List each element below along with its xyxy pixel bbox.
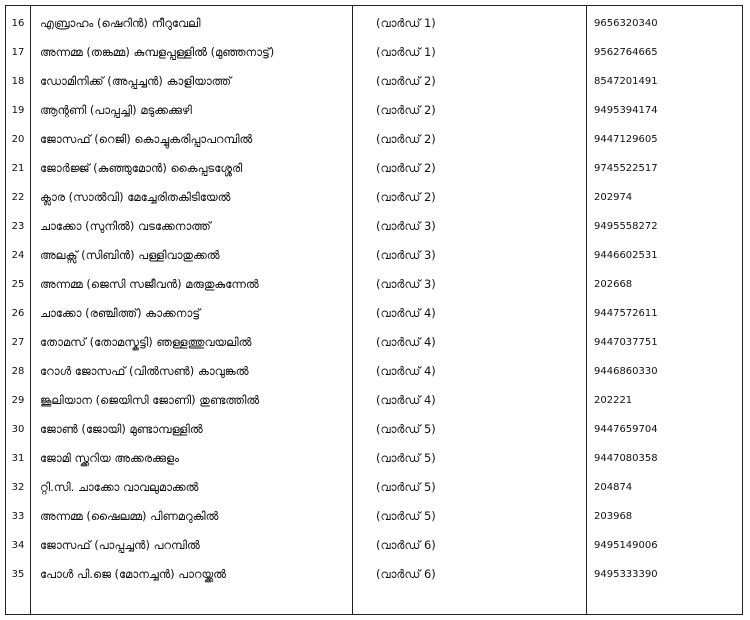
phone-number: 202974 <box>594 192 633 203</box>
ward-label: (വാർഡ് 2) <box>376 190 436 204</box>
ward-label: (വാർഡ് 4) <box>376 306 436 320</box>
table-row <box>6 96 742 125</box>
table-row <box>6 560 742 589</box>
phone-number: 9446860330 <box>594 366 658 377</box>
member-name: ജോൺ (ജോയി) മുണ്ടാമ്പള്ളിൽ <box>40 422 203 436</box>
ward-label: (വാർഡ് 4) <box>376 335 436 349</box>
member-table <box>5 5 743 615</box>
row-number: 18 <box>11 76 25 87</box>
row-number: 21 <box>11 163 25 174</box>
row-number: 22 <box>11 192 25 203</box>
table-row <box>6 415 742 444</box>
ward-label: (വാർഡ് 5) <box>376 451 436 465</box>
phone-number: 9656320340 <box>594 18 658 29</box>
member-name: ജോസഫ് (പാപ്പച്ചൻ) പറമ്പിൽ <box>40 538 200 552</box>
table-row <box>6 444 742 473</box>
ward-label: (വാർഡ് 3) <box>376 277 436 291</box>
table-row <box>6 154 742 183</box>
row-number: 17 <box>11 47 25 58</box>
row-number: 32 <box>11 482 25 493</box>
member-name: ക്ലാര (സാൽവി) മേച്ചേരിതകിടിയേൽ <box>40 190 231 204</box>
phone-number: 9562764665 <box>594 47 658 58</box>
ward-label: (വാർഡ് 4) <box>376 393 436 407</box>
phone-number: 9447129605 <box>594 134 658 145</box>
table-row <box>6 38 742 67</box>
row-number: 34 <box>11 540 25 551</box>
ward-label: (വാർഡ് 2) <box>376 132 436 146</box>
member-name: എബ്രാഹം (ഷെറിൻ) നീറുവേലി <box>40 16 201 30</box>
ward-label: (വാർഡ് 3) <box>376 219 436 233</box>
phone-number: 202668 <box>594 279 633 290</box>
phone-number: 202221 <box>594 395 633 406</box>
row-number: 30 <box>11 424 25 435</box>
row-number: 29 <box>11 395 25 406</box>
row-number: 23 <box>11 221 25 232</box>
phone-number: 9495394174 <box>594 105 658 116</box>
table-row <box>6 386 742 415</box>
phone-number: 9447572611 <box>594 308 658 319</box>
row-number: 27 <box>11 337 25 348</box>
table-row <box>6 125 742 154</box>
ward-label: (വാർഡ് 6) <box>376 538 436 552</box>
row-number: 25 <box>11 279 25 290</box>
table-row <box>6 502 742 531</box>
ward-label: (വാർഡ് 1) <box>376 16 436 30</box>
phone-number: 9495558272 <box>594 221 658 232</box>
table-row <box>6 212 742 241</box>
row-number: 28 <box>11 366 25 377</box>
member-name: ആന്റണി (പാപ്പച്ചി) മടുക്കക്കുഴി <box>40 103 192 117</box>
member-name: ജോർജ്ജ് (കുഞ്ഞുമോൻ) കൈപ്പടശ്ശേരി <box>40 161 243 175</box>
ward-label: (വാർഡ് 4) <box>376 364 436 378</box>
phone-number: 9495149006 <box>594 540 658 551</box>
member-name: ജോസഫ് (റെജി) കൊച്ചുകരിപ്പാപറമ്പിൽ <box>40 132 253 146</box>
phone-number: 204874 <box>594 482 633 493</box>
phone-number: 9495333390 <box>594 569 658 580</box>
table-row <box>6 183 742 212</box>
row-number: 16 <box>11 18 25 29</box>
ward-label: (വാർഡ് 5) <box>376 509 436 523</box>
row-number: 19 <box>11 105 25 116</box>
table-row <box>6 270 742 299</box>
ward-label: (വാർഡ് 3) <box>376 248 436 262</box>
member-name: പോൾ പി.ജെ (മോനച്ചൻ) പാറയ്ക്കൽ <box>40 567 227 581</box>
phone-number: 9446602531 <box>594 250 658 261</box>
member-name: ചാക്കോ (രഞ്ചിത്ത്) കാക്കനാട്ട് <box>40 306 201 320</box>
table-row <box>6 328 742 357</box>
phone-number: 9745522517 <box>594 163 658 174</box>
member-name: ഡോമിനിക്ക് (അപ്പച്ചൻ) കാളിയാത്ത് <box>40 74 232 88</box>
member-name: റ്റി.സി. ചാക്കോ വാവലുമാക്കൽ <box>40 480 199 494</box>
phone-number: 9447080358 <box>594 453 658 464</box>
row-number: 26 <box>11 308 25 319</box>
table-row <box>6 241 742 270</box>
table-row <box>6 531 742 560</box>
table-row <box>6 299 742 328</box>
table-row <box>6 67 742 96</box>
row-number: 35 <box>11 569 25 580</box>
ward-label: (വാർഡ് 2) <box>376 74 436 88</box>
member-name: തോമസ് (തോമസ്കുട്ടി) ഞള്ളത്തുവയലിൽ <box>40 335 252 349</box>
table-row <box>6 473 742 502</box>
row-number: 31 <box>11 453 25 464</box>
ward-label: (വാർഡ് 2) <box>376 103 436 117</box>
phone-number: 9447659704 <box>594 424 658 435</box>
phone-number: 203968 <box>594 511 633 522</box>
member-name: ജൂലിയാന (ജെയിസി ജോണി) തുണ്ടത്തിൽ <box>40 393 260 407</box>
phone-number: 8547201491 <box>594 76 658 87</box>
row-number: 24 <box>11 250 25 261</box>
member-name: അന്നമ്മ (ഷൈലമ്മ) പിണമറുകിൽ <box>40 509 219 523</box>
row-number: 33 <box>11 511 25 522</box>
member-name: അന്നമ്മ (തങ്കമ്മ) കുമ്പളപ്പള്ളിൽ (മുഞ്ഞനാട്ട്) <box>40 45 275 59</box>
ward-label: (വാർഡ് 5) <box>376 422 436 436</box>
member-name: റോൾ ജോസഫ് (വിൽസൺ) കാവുങ്കൽ <box>40 364 249 378</box>
member-name: അന്നമ്മ (ജെസി സജീവൻ) മരുതുകുന്നേൽ <box>40 277 259 291</box>
member-name: ചാക്കോ (സുനിൽ) വടക്കേനാത്ത് <box>40 219 211 233</box>
ward-label: (വാർഡ് 6) <box>376 567 436 581</box>
row-number: 20 <box>11 134 25 145</box>
table-row <box>6 9 742 38</box>
phone-number: 9447037751 <box>594 337 658 348</box>
ward-label: (വാർഡ് 1) <box>376 45 436 59</box>
member-name: ജോമി സ്ക്കറിയ അക്കരക്കുളം <box>40 451 179 465</box>
ward-label: (വാർഡ് 2) <box>376 161 436 175</box>
table-row <box>6 357 742 386</box>
member-name: അലക്സ് (സിബിൻ) പള്ളിവാതുക്കൽ <box>40 248 220 262</box>
ward-label: (വാർഡ് 5) <box>376 480 436 494</box>
